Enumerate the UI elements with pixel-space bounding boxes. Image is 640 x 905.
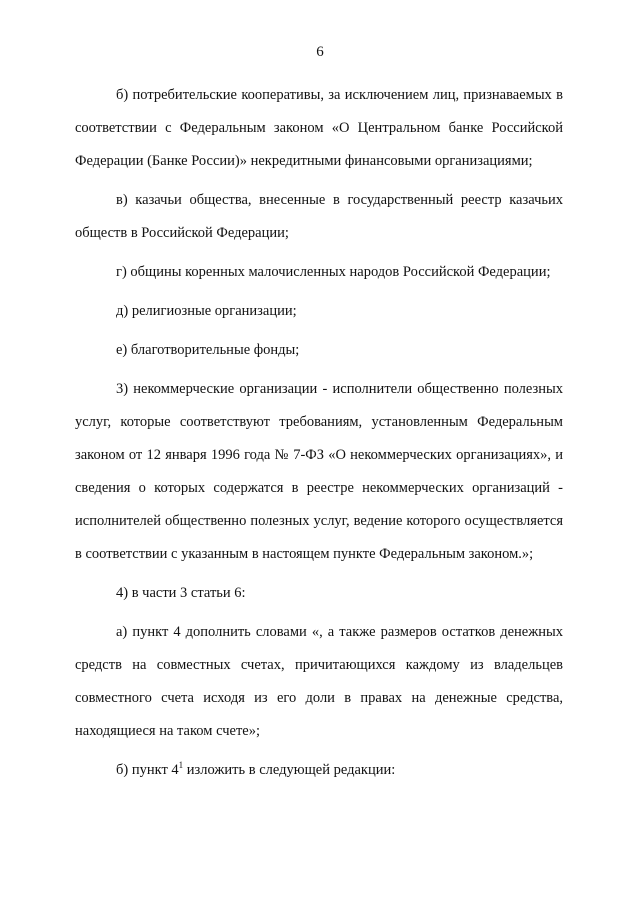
paragraph-article-6-part-3: 4) в части 3 статьи 6:	[116, 585, 246, 601]
superscript-number: 1	[178, 760, 184, 771]
paragraph-religious-organizations: д) религиозные организации;	[116, 303, 297, 319]
paragraph-item-4-1-redaction	[75, 754, 563, 787]
paragraph-text-start: б) пункт 4	[116, 762, 179, 778]
document-body	[75, 79, 563, 793]
paragraph-charitable-foundations: е) благотворительные фонды;	[116, 342, 300, 358]
page-number: 6	[316, 44, 324, 60]
paragraph-cooperatives: б) потребительские кооперативы, за исключением лиц, признаваемых в соответствии с Федеральным законом «О Центральном банке Российской Федерации (Банке России)» некредитными финансовыми организациями;	[75, 87, 563, 169]
paragraph-text-end: изложить в следующей редакции:	[183, 762, 396, 778]
paragraph-cossack-societies: в) казачьи общества, внесенные в государственный реестр казачьих обществ в Российской Федерации;	[75, 192, 563, 241]
paragraph-item-4-amendment: а) пункт 4 дополнить словами «, а также размеров остатков денежных средств на совместных счетах, причитающихся каждому из владельцев совместного счета исходя из его доли в правах на денежные средства, находящиеся на таком счете»;	[75, 624, 563, 739]
paragraph-indigenous-communities: г) общины коренных малочисленных народов Российской Федерации;	[116, 264, 551, 280]
paragraph-nonprofit-organizations: 3) некоммерческие организации - исполнители общественно полезных услуг, которые соответствуют требованиям, установленным Федеральным законом от 12 января 1996 года № 7-ФЗ «О некоммерческих организациях», и сведения о которых содержатся в реестре некоммерческих организаций - исполнителей общественно полезных услуг, ведение которого осуществляется в соответствии с указанным в настоящем пункте Федеральным законом.»;	[75, 381, 563, 562]
